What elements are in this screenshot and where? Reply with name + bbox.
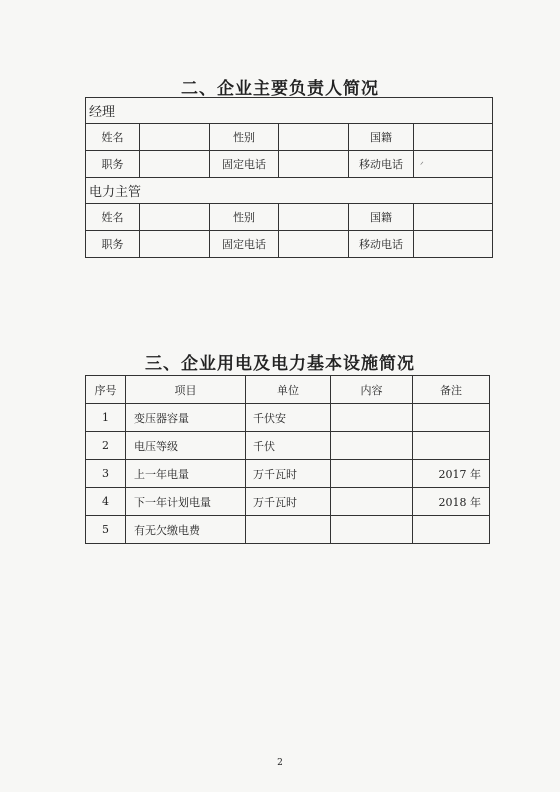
mobile-label: 移动电话: [349, 151, 414, 178]
row-item: 电压等级: [126, 432, 246, 460]
power-row-2: [86, 231, 493, 258]
power-position-cell[interactable]: [140, 231, 210, 258]
responsible-persons-table: [85, 97, 493, 258]
col-header-content: 内容: [331, 376, 413, 404]
table-row: [86, 432, 490, 460]
handwritten-mark: ᐟ: [420, 161, 424, 171]
landline-label: 固定电话: [210, 231, 279, 258]
table-row: [86, 404, 490, 432]
manager-position-cell[interactable]: [140, 151, 210, 178]
row-note: [413, 516, 490, 544]
row-unit: 千伏: [246, 432, 331, 460]
manager-name-cell[interactable]: [140, 124, 210, 151]
manager-nationality-cell[interactable]: [414, 124, 493, 151]
col-header-unit: 单位: [246, 376, 331, 404]
row-content[interactable]: [331, 488, 413, 516]
power-mobile-cell[interactable]: [414, 231, 493, 258]
table-row: [86, 488, 490, 516]
row-content[interactable]: [331, 404, 413, 432]
row-unit: [246, 516, 331, 544]
manager-mobile-cell[interactable]: [414, 151, 493, 178]
row-note: [413, 404, 490, 432]
power-landline-cell[interactable]: [279, 231, 349, 258]
row-content[interactable]: [331, 516, 413, 544]
row-note: 2017 年: [413, 460, 490, 488]
gender-label: 性别: [210, 204, 279, 231]
landline-label: 固定电话: [210, 151, 279, 178]
col-header-item: 项目: [126, 376, 246, 404]
row-no: 2: [86, 432, 126, 460]
row-item: 下一年计划电量: [126, 488, 246, 516]
power-nationality-cell[interactable]: [414, 204, 493, 231]
position-label: 职务: [86, 231, 140, 258]
gender-label: 性别: [210, 124, 279, 151]
row-unit: 千伏安: [246, 404, 331, 432]
mobile-label: 移动电话: [349, 231, 414, 258]
row-content[interactable]: [331, 432, 413, 460]
power-section-row: [86, 178, 493, 204]
section-2-title: 二、企业主要负责人简况: [181, 79, 379, 99]
manager-gender-cell[interactable]: [279, 124, 349, 151]
row-no: 1: [86, 404, 126, 432]
row-item: 有无欠缴电费: [126, 516, 246, 544]
power-heading: 电力主管: [86, 178, 493, 204]
row-unit: 万千瓦时: [246, 460, 331, 488]
manager-row-2: [86, 151, 493, 178]
col-header-note: 备注: [413, 376, 490, 404]
table-row: [86, 460, 490, 488]
row-note: [413, 432, 490, 460]
page-number: 2: [277, 758, 283, 768]
row-no: 4: [86, 488, 126, 516]
row-item: 上一年电量: [126, 460, 246, 488]
section-3-title: 三、企业用电及电力基本设施简况: [145, 354, 415, 374]
manager-heading: 经理: [86, 98, 493, 124]
manager-landline-cell[interactable]: [279, 151, 349, 178]
power-row-1: [86, 204, 493, 231]
nationality-label: 国籍: [349, 124, 414, 151]
row-no: 3: [86, 460, 126, 488]
nationality-label: 国籍: [349, 204, 414, 231]
row-content[interactable]: [331, 460, 413, 488]
power-gender-cell[interactable]: [279, 204, 349, 231]
row-item: 变压器容量: [126, 404, 246, 432]
row-no: 5: [86, 516, 126, 544]
table-row: [86, 516, 490, 544]
row-note: 2018 年: [413, 488, 490, 516]
position-label: 职务: [86, 151, 140, 178]
manager-section-row: [86, 98, 493, 124]
col-header-no: 序号: [86, 376, 126, 404]
header-row: [86, 376, 490, 404]
power-name-cell[interactable]: [140, 204, 210, 231]
manager-row-1: [86, 124, 493, 151]
row-unit: 万千瓦时: [246, 488, 331, 516]
power-facilities-table: [85, 375, 490, 544]
name-label: 姓名: [86, 124, 140, 151]
name-label: 姓名: [86, 204, 140, 231]
